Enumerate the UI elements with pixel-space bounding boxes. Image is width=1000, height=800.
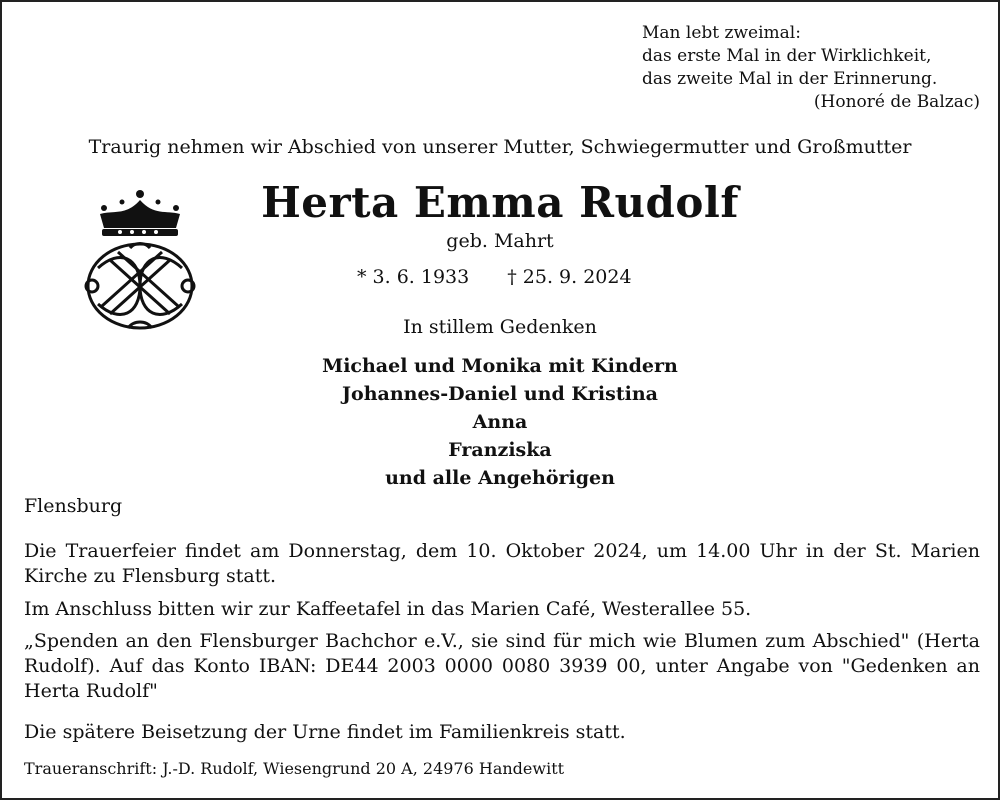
funeral-service-paragraph: Die Trauerfeier findet am Donnerstag, dem 10. Oktober 2024, um 14.00 Uhr in der St. Marien Kirche zu Flensburg statt. (24, 540, 980, 587)
quote-line: Man lebt zweimal: (642, 23, 801, 43)
mourner-line: und alle Angehörigen (385, 467, 615, 489)
death-date: † 25. 9. 2024 (507, 266, 632, 288)
city-name: Flensburg (24, 495, 123, 517)
mourning-address: Traueranschrift: J.-D. Rudolf, Wiesengrund 20 A, 24976 Handewitt (24, 759, 565, 778)
deceased-name: Herta Emma Rudolf (261, 178, 739, 227)
memory-line: In stillem Gedenken (403, 316, 597, 338)
quote-line: das zweite Mal in der Erinnerung. (642, 69, 938, 89)
life-dates (357, 266, 632, 288)
reception-paragraph: Im Anschluss bitten wir zur Kaffeetafel in das Marien Café, Westerallee 55. (24, 598, 752, 620)
quote-line: das erste Mal in der Wirklichkeit, (642, 46, 932, 66)
quote-author: (Honoré de Balzac) (813, 92, 980, 112)
burial-paragraph: Die spätere Beisetzung der Urne findet im Familienkreis statt. (24, 721, 626, 743)
mourners-list (2, 352, 998, 492)
epigraph-quote (642, 22, 980, 114)
donation-paragraph: „Spenden an den Flensburger Bachchor e.V., sie sind für mich wie Blumen zum Abschied" (Herta Rudolf). Auf das Konto IBAN: DE44 2003 0000 0080 3939 00, unter Angabe von "Gedenken an Herta Rudolf" (24, 630, 980, 702)
mourner-line: Johannes-Daniel und Kristina (342, 383, 658, 405)
mourner-line: Franziska (448, 439, 552, 461)
birth-date: * 3. 6. 1933 (357, 266, 470, 288)
intro-line: Traurig nehmen wir Abschied von unserer Mutter, Schwiegermutter und Großmutter (88, 136, 912, 158)
mourner-line: Anna (472, 411, 528, 433)
mourner-line: Michael und Monika mit Kindern (322, 355, 678, 377)
maiden-name: geb. Mahrt (446, 230, 554, 252)
